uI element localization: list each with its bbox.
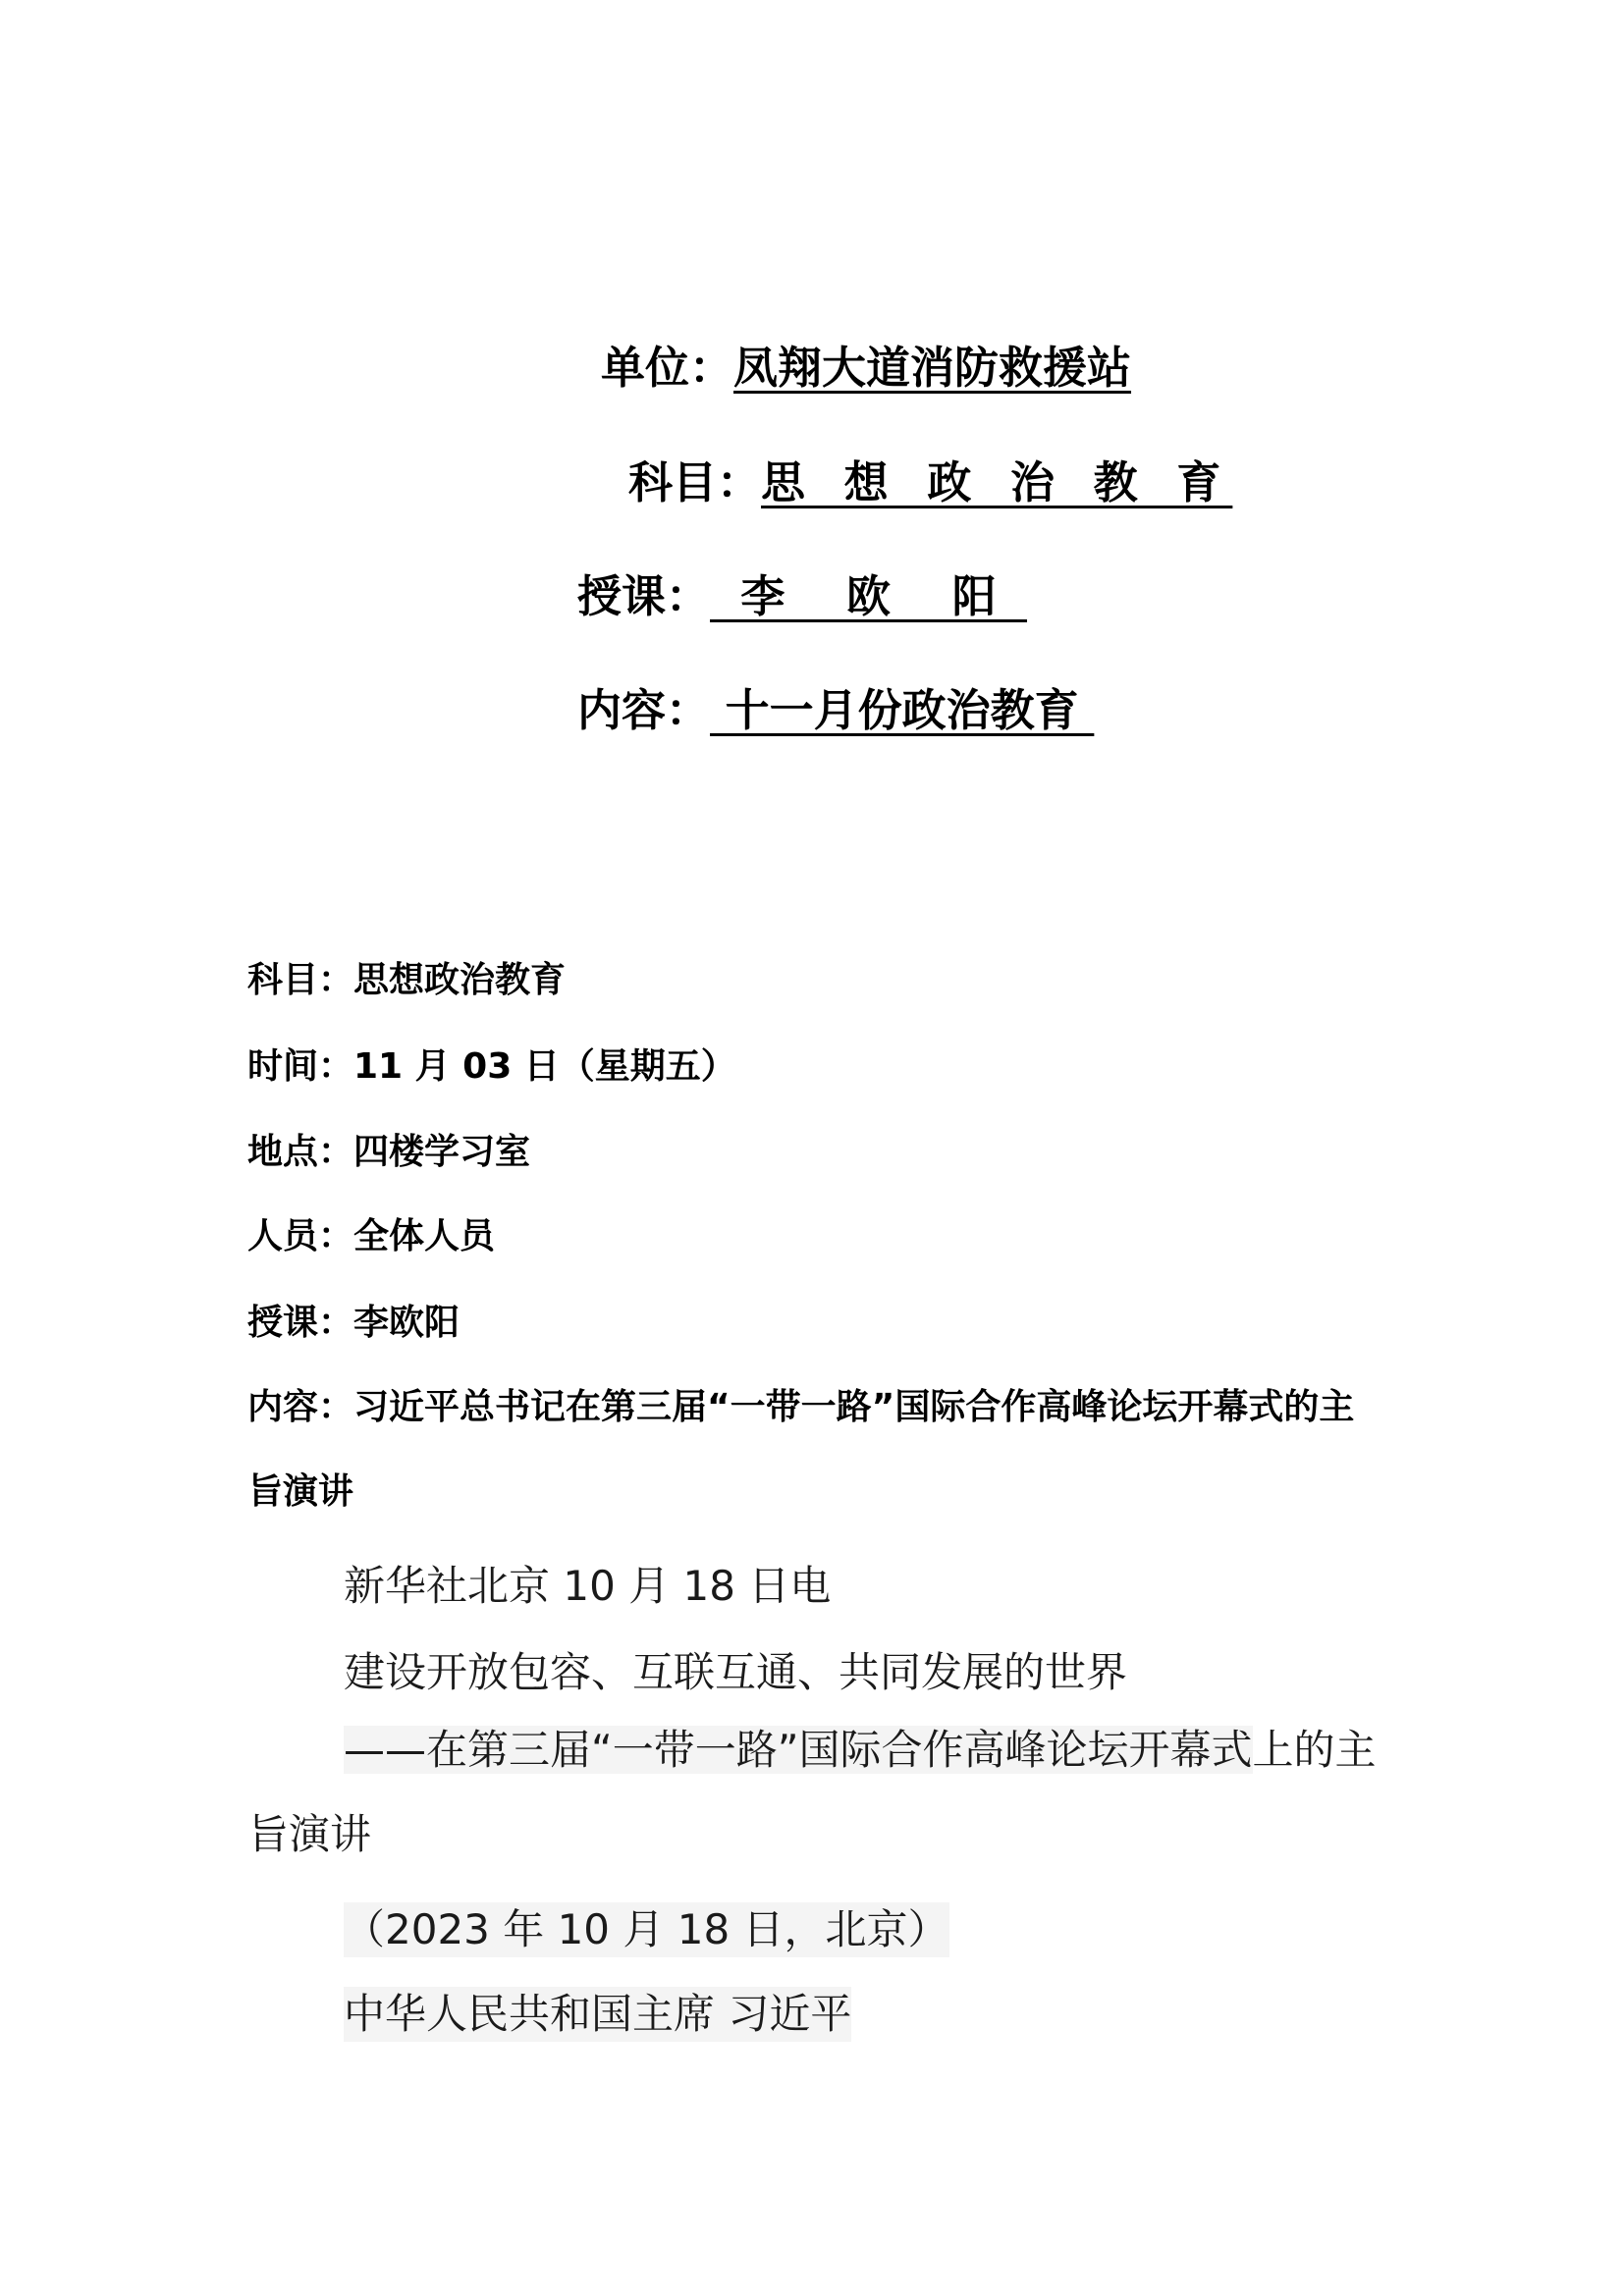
cover-content-line	[577, 681, 1094, 740]
cover-lecturer-label: 授课：	[577, 570, 711, 622]
info-subject: 科目：思想政治教育	[247, 960, 567, 1000]
cover-subject-value: 思 想 政 治 教 育	[761, 456, 1233, 508]
cover-unit-line	[601, 339, 1131, 398]
body-author: 中华人民共和国主席 习近平	[344, 1987, 851, 2042]
cover-lecturer-value: 李 欧 阳	[710, 570, 1028, 622]
info-people: 人员：全体人员	[247, 1216, 496, 1256]
cover-lecturer-line	[577, 567, 1027, 626]
body-subtitle	[247, 1708, 1396, 1877]
info-place: 地点：四楼学习室	[247, 1132, 531, 1172]
info-content: 内容：习近平总书记在第三届“一带一路”国际合作高峰论坛开幕式的主旨演讲	[247, 1387, 1355, 1512]
info-lecturer: 授课：李欧阳	[247, 1303, 460, 1343]
body-date: （2023 年 10 月 18 日，北京）	[344, 1902, 949, 1957]
body-subtitle-part1: ——在第三届“一带一路”国际合作高峰论坛开幕式	[344, 1726, 1253, 1774]
cover-content-value: 十一月份政治教育	[710, 684, 1095, 736]
cover-unit-label: 单位：	[601, 342, 734, 394]
body-dateline: 新华社北京 10 月 18 日电	[344, 1562, 832, 1610]
cover-subject-line	[628, 454, 1232, 512]
info-time: 时间：11 月 03 日（星期五）	[247, 1046, 736, 1087]
cover-content-label: 内容：	[577, 684, 711, 736]
body-title: 建设开放包容、互联互通、共同发展的世界	[344, 1648, 1128, 1696]
body-subtitle-part2: 上的主旨演讲	[247, 1726, 1377, 1858]
cover-subject-label: 科目：	[628, 456, 762, 508]
cover-unit-value: 凤翔大道消防救援站	[733, 342, 1132, 394]
